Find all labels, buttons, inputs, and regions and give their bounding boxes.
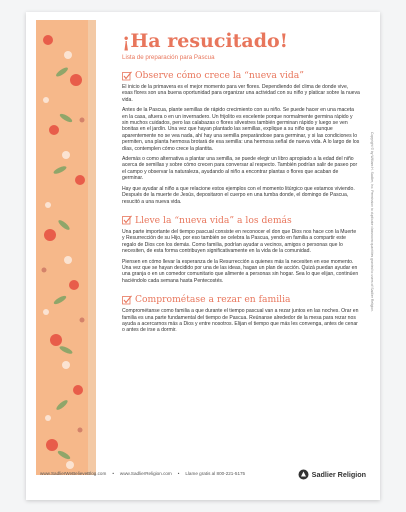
section-heading [122, 294, 360, 305]
page-subtitle: Lista de preparación para Pascua [122, 54, 215, 61]
paragraph: Comprométanse como familia a que durante el tiempo pascual van a rezar juntos en las noches. Orar en familia es una parte fundamental del tiempo de Pascua. Reúnanse alrededor de la mesa para rezar nos ayuda a acercarnos más a Dios y entre nosotros. Elijan el tiempo que más les convenga, antes de cenar o antes de irse a dormir. [122, 308, 359, 334]
paragraph: Además o como alternativa a plantar una semilla, se puede elegir un libro apropiado a la edad del niño acerca de semillas y sobre cómo crecen para conversar al respecto. También podrían salir de paseo por el campo y observar la naturaleza, ayudando al niño a encontrar plantas o flores que acaban de germinar. [122, 156, 358, 182]
main-content [122, 30, 360, 338]
footer-phone: Llame gratis al 800-221-5175 [185, 471, 246, 476]
document-page [26, 12, 380, 500]
copyright-text: Copyright © by William H. Sadlier, Inc. Permission to duplicate classroom quantities granted to users of Sadlier Religion. [370, 132, 374, 313]
section-heading-text: Comprométase a rezar en familia [135, 294, 291, 306]
paragraph: Piensen en cómo llevar la esperanza de la Resurrección a quienes más la necesiten en ese momento. Una vez que se hayan decidido por una de las ideas, hagan un plan de acción. Quizá puedan ayudar en una granja o en un comedor comunitario que alimente a personas sin hogar. Sea lo que elijan, continúen haciéndolo cada semana hasta Pentecostés. [122, 258, 359, 284]
paragraph: Antes de la Pascua, plante semillas de rápido crecimiento con su niño. Se puede hacer en una maceta en la casa, afuera o en un invernadero. Un frijolito es excelente porque normalmente germina rápido y sin muchos cuidados, pero las calabazas o flores silvestres también germinan rápido y luego se ven bonitas en el jardín. Una vez que hayan plantado las semillas, explique a su niño que aunque aparentemente no se vea nada, ahí hay una semilla preparándose para germinar, y si las condiciones lo permiten, una planta hermosa brotará de esa semilla: una hermosa señal de nueva vida. A lo largo de los días, contemplen cómo crece la plantita. [122, 107, 360, 152]
paragraph: Una parte importante del tiempo pascual consiste en reconocer el don que Dios nos hace con la Muerte y Resurrección de su Hijo, por eso también se celebra la Pascua, yendo en familia a compartir este regalo de Dios con los demás. Como familia, podrían ayudar a vecinos, amigos o personas que lo necesiten, de esta forma contribuyen significativamente en la vida de la comunidad. [122, 228, 357, 255]
section-nueva-vida [122, 70, 360, 205]
brand-name: Sadlier Religion [311, 470, 366, 479]
checkbox-check-icon [122, 295, 132, 305]
footer-links [40, 471, 245, 476]
sadlier-logo-icon [298, 469, 309, 480]
section-heading-text: Lleve la “nueva vida” a los demás [135, 214, 292, 226]
floral-border-illustration [36, 20, 96, 475]
footer-blog-link[interactable]: www.SadlierWeBelieveBlog.com [40, 471, 107, 476]
copyright-side-note [368, 132, 376, 462]
footer-separator: • [177, 471, 180, 476]
sadlier-logo [298, 469, 366, 480]
section-heading [122, 215, 360, 226]
footer-site-link[interactable]: www.SadlierReligion.com [119, 471, 172, 476]
section-heading [122, 70, 360, 81]
page-title: ¡Ha resucitado! [122, 30, 288, 52]
section-heading-text: Observe cómo crece la “nueva vida” [135, 70, 304, 81]
paragraph: Hay que ayudar al niño a que relacione estos ejemplos con el momento litúrgico que estamos viviendo. Después de la muerte de Jesús, depositaron el cuerpo en una tumba donde, el domingo de Pascua, resucitó a una nueva vida. [122, 185, 355, 205]
checkbox-check-icon [122, 215, 132, 225]
section-rezar-en-familia [122, 294, 360, 334]
paragraph: El inicio de la primavera es el mejor momento para ver flores. Dependiendo del clima de donde vive, esas flores son una buena oportunidad para organizar una actividad con su niño y platicar sobre la nueva vida. [122, 84, 360, 103]
checkbox-check-icon [122, 71, 132, 81]
section-lleve-nueva-vida [122, 215, 360, 284]
footer-separator: • [112, 471, 114, 476]
